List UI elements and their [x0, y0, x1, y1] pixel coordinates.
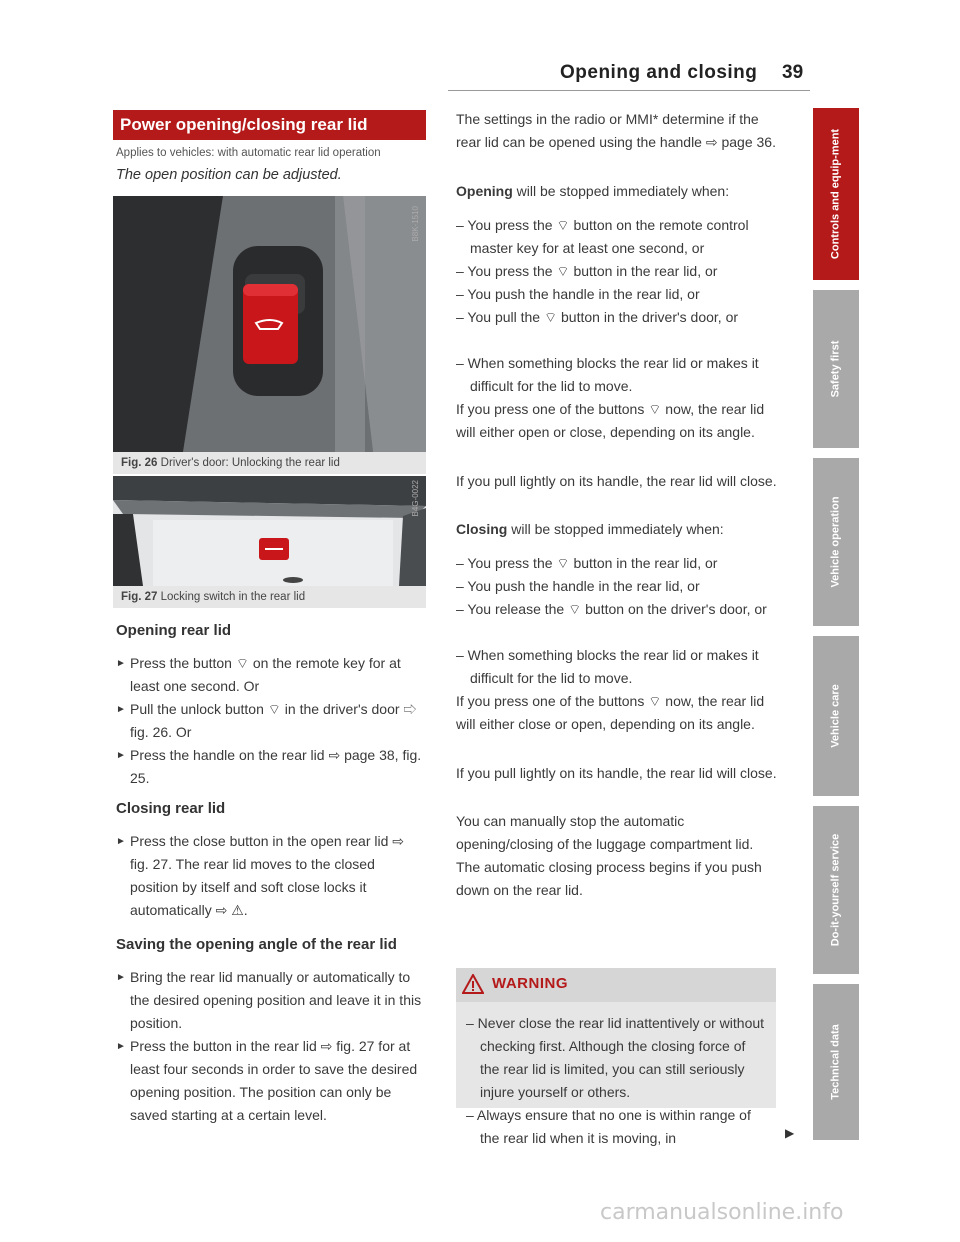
- bullet-icon: ►: [116, 972, 126, 983]
- list-item: – You press the ⌔ button on the remote control master key for at least one second, or: [456, 217, 749, 256]
- list-item: ► Press the button in the rear lid ⇨ fig. 27 for at least four seconds in order to save the desired opening position. The position can only be saved starting at a certain level.: [116, 1035, 426, 1127]
- fig-26-image: [113, 196, 426, 452]
- applies-note: Applies to vehicles: with automatic rear lid operation: [116, 147, 381, 159]
- list-item: ► Press the handle on the rear lid ⇨ page 38, fig. 25.: [116, 744, 426, 790]
- list-item: – You press the ⌔ button in the rear lid, or: [456, 263, 718, 279]
- list-item: – When something blocks the rear lid or makes it difficult for the lid to move.: [456, 647, 759, 686]
- warning-label: WARNING: [492, 975, 568, 992]
- fig-26-caption-text: Driver's door: Unlocking the rear lid: [160, 457, 340, 469]
- header-rule: [448, 90, 810, 91]
- opening-rear-lid-heading: Opening rear lid: [116, 622, 232, 639]
- warning-item: – Always ensure that no one is within range of the rear lid when it is moving, in: [466, 1107, 751, 1146]
- list-item: – You pull the ⌔ button in the driver's door, or: [456, 309, 739, 325]
- tab-technical-data[interactable]: Technical data: [813, 984, 859, 1140]
- bullet-icon: ►: [116, 750, 126, 761]
- rear-lid-switch-illustration: [113, 476, 426, 586]
- fig-27-caption: [113, 586, 426, 608]
- list-item: – You press the ⌔ button in the rear lid, or: [456, 555, 718, 571]
- list-item: ► Pull the unlock button ⌔ in the driver's door ⇨ fig. 26. Or: [116, 698, 426, 744]
- fig-26-label: Fig. 26: [121, 457, 158, 469]
- warning-triangle-icon: [462, 974, 484, 994]
- section-title: Power opening/closing rear lid: [113, 110, 426, 140]
- tab-diy-service[interactable]: Do-it-yourself service: [813, 806, 859, 974]
- bullet-icon: ►: [116, 1041, 126, 1052]
- paragraph: If you press one of the buttons ⌔ now, the rear lid will either open or close, depending on its angle.: [456, 401, 765, 440]
- fig-27-code: B4G-0022: [411, 480, 420, 517]
- opening-intro: Opening will be stopped immediately when:: [456, 183, 730, 199]
- door-handle-illustration: [113, 196, 426, 452]
- tab-vehicle-care[interactable]: Vehicle care: [813, 636, 859, 796]
- list-item: – You release the ⌔ button on the driver's door, or: [456, 601, 767, 617]
- paragraph: If you press one of the buttons ⌔ now, the rear lid will either close or open, depending on its angle.: [456, 693, 765, 732]
- paragraph: The settings in the radio or MMI* determine if the rear lid can be opened using the handle ⇨ page 36.: [456, 111, 776, 150]
- fig-27-label: Fig. 27: [121, 591, 158, 603]
- list-item: ► Bring the rear lid manually or automatically to the desired opening position and leave it in this position.: [116, 966, 426, 1035]
- fig-26-code: B8K-1510: [411, 206, 420, 242]
- saving-angle-heading: Saving the opening angle of the rear lid: [116, 936, 397, 953]
- paragraph: If you pull lightly on its handle, the rear lid will close.: [456, 473, 777, 489]
- fig-27-image: [113, 476, 426, 586]
- tab-safety[interactable]: Safety first: [813, 290, 859, 448]
- list-item: – You push the handle in the rear lid, or: [456, 578, 700, 594]
- running-header: Opening and closing: [560, 62, 758, 83]
- continue-arrow-icon: ▶: [785, 1126, 795, 1140]
- list-item: ► Press the button ⌔ on the remote key for at least one second. Or: [116, 652, 426, 698]
- bullet-icon: ►: [116, 704, 126, 715]
- bullet-icon: ►: [116, 658, 126, 669]
- warning-item: – Never close the rear lid inattentively or without checking first. Although the closing force of the rear lid is limited, you can still seriously injure yourself or others.: [466, 1015, 765, 1100]
- watermark: carmanualsonline.info: [600, 1200, 844, 1225]
- fig-27-caption-text: Locking switch in the rear lid: [160, 591, 306, 603]
- page-number: 39: [782, 62, 804, 83]
- tab-controls[interactable]: Controls and equip-ment: [813, 108, 859, 280]
- intro-text: The open position can be adjusted.: [116, 167, 342, 183]
- closing-rear-lid-heading: Closing rear lid: [116, 800, 226, 817]
- list-item: – When something blocks the rear lid or makes it difficult for the lid to move.: [456, 355, 759, 394]
- fig-26-caption: [113, 452, 426, 474]
- paragraph: If you pull lightly on its handle, the rear lid will close.: [456, 765, 777, 781]
- closing-intro: Closing will be stopped immediately when:: [456, 521, 724, 537]
- tab-vehicle-operation[interactable]: Vehicle operation: [813, 458, 859, 626]
- bullet-icon: ►: [116, 836, 126, 847]
- list-item: – You push the handle in the rear lid, or: [456, 286, 700, 302]
- list-item: ► Press the close button in the open rear lid ⇨ fig. 27. The rear lid moves to the closed position by itself and soft close locks it automatically ⇨ ⚠.: [116, 830, 426, 922]
- paragraph: You can manually stop the automatic opening/closing of the luggage compartment lid. The automatic closing process begins if you push down on the rear lid.: [456, 813, 762, 898]
